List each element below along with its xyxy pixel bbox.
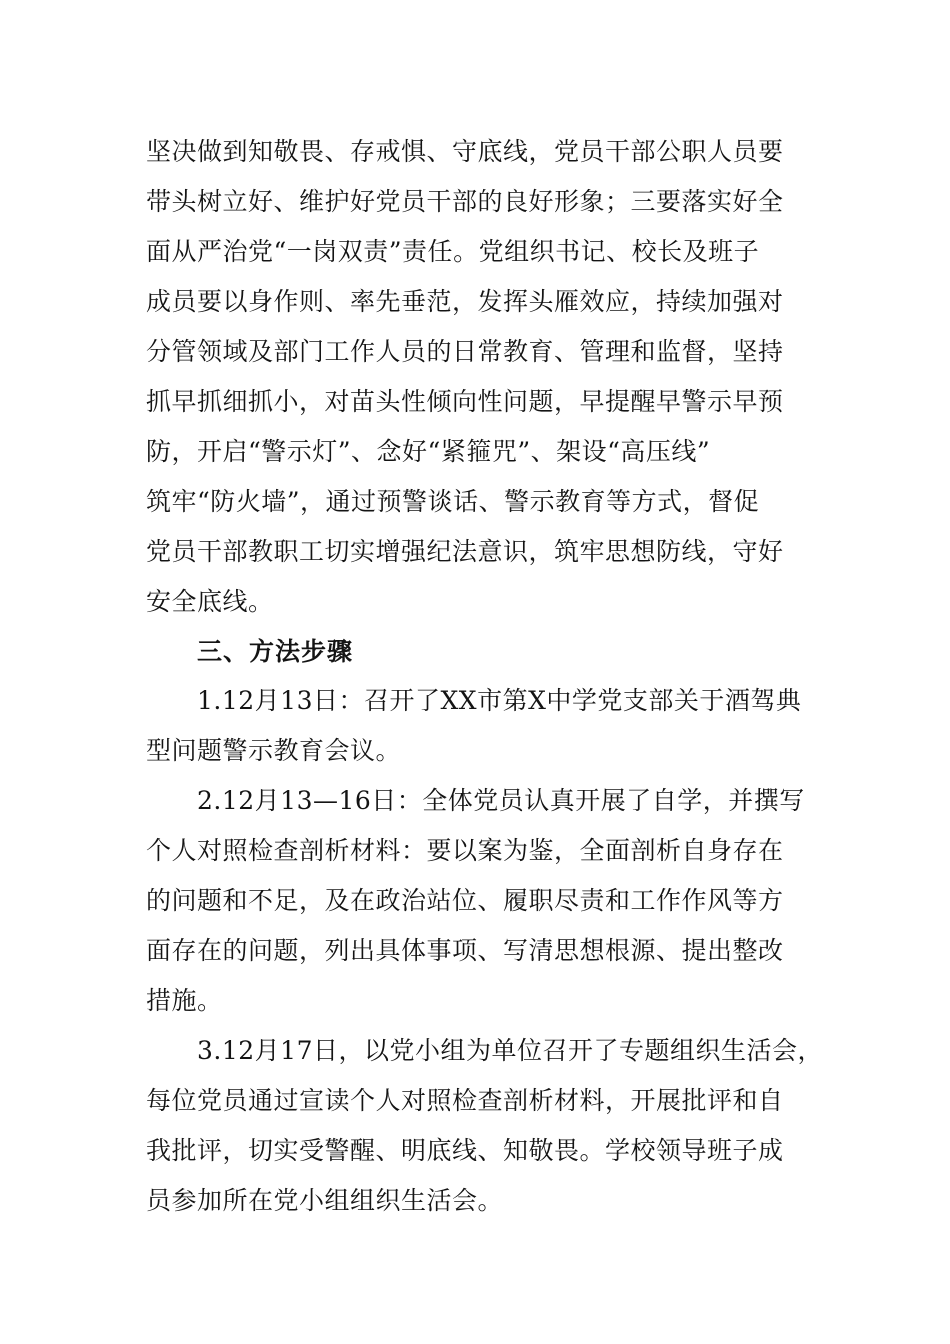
step-3-line: 3.12月17日，以党小组为单位召开了专题组织生活会， <box>197 1036 823 1065</box>
step-2-line: 面存在的问题，列出具体事项、写清思想根源、提出整改 <box>146 936 784 965</box>
body-text-line: 安全底线。 <box>146 587 274 616</box>
step-3-line: 每位党员通过宣读个人对照检查剖析材料，开展批评和自 <box>146 1086 784 1115</box>
body-text-line: 筑牢“防火墙”，通过预警谈话、警示教育等方式，督促 <box>146 487 760 516</box>
body-text-line: 抓早抓细抓小，对苗头性倾向性问题，早提醒早警示早预 <box>146 387 784 416</box>
section-heading: 三、方法步骤 <box>197 637 354 666</box>
step-1-line: 1.12月13日：召开了XX市第X中学党支部关于酒驾典 <box>197 686 802 715</box>
body-text-line: 坚决做到知敬畏、存戒惧、守底线，党员干部公职人员要 <box>146 137 784 166</box>
step-2-line: 2.12月13—16日：全体党员认真开展了自学，并撰写 <box>197 786 805 815</box>
step-2-line: 措施。 <box>146 986 223 1015</box>
step-3-line: 员参加所在党小组组织生活会。 <box>146 1186 504 1215</box>
step-2-line: 的问题和不足，及在政治站位、履职尽责和工作作风等方 <box>146 886 784 915</box>
body-text-line: 带头树立好、维护好党员干部的良好形象；三要落实好全 <box>146 187 784 216</box>
body-text-line: 分管领域及部门工作人员的日常教育、管理和监督，坚持 <box>146 337 784 366</box>
body-text-line: 成员要以身作则、率先垂范，发挥头雁效应，持续加强对 <box>146 287 784 316</box>
step-2-line: 个人对照检查剖析材料：要以案为鉴，全面剖析自身存在 <box>146 836 784 865</box>
step-3-line: 我批评，切实受警醒、明底线、知敬畏。学校领导班子成 <box>146 1136 784 1165</box>
body-text-line: 党员干部教职工切实增强纪法意识，筑牢思想防线，守好 <box>146 537 784 566</box>
body-text-line: 面从严治党“一岗双责”责任。党组织书记、校长及班子 <box>146 237 760 266</box>
step-1-line: 型问题警示教育会议。 <box>146 736 402 765</box>
body-text-line: 防，开启“警示灯”、念好“紧箍咒”、架设“高压线” <box>146 437 711 466</box>
